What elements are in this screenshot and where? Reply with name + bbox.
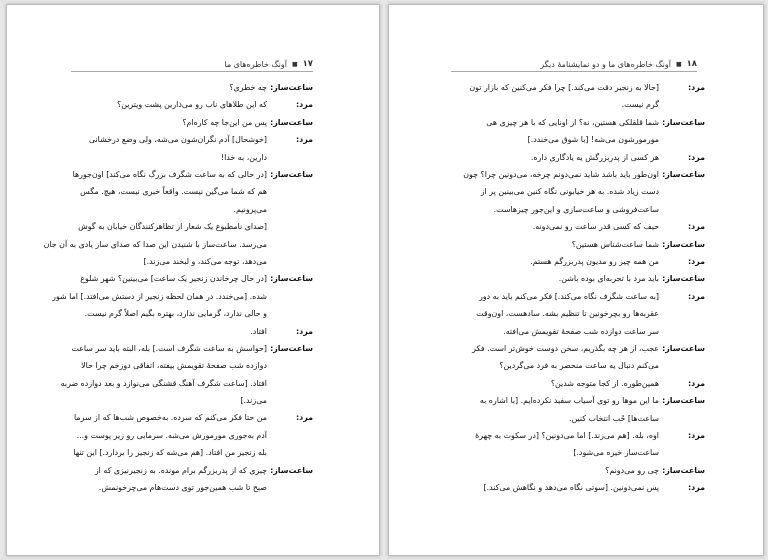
dialogue-entry — [445, 427, 705, 462]
text-line: دوازده شب صفحهٔ تقویمش بیفته، اتفاقی دوزخم چرا حالا — [81, 361, 267, 371]
dialogue-text — [445, 79, 659, 114]
dialogue-entry — [445, 462, 705, 479]
dialogue-text — [445, 114, 659, 149]
text-line: [خوشحال] آدم نگران‌شون می‌شه، ولی وضع درخشانی — [88, 135, 267, 145]
dialogue-text — [445, 270, 659, 287]
text-line: آدم به‌جوری مورمورش می‌شه. سرمایی رو زیر پوست و... — [76, 430, 267, 440]
square-bullet-icon: ■ — [291, 60, 298, 68]
speaker-name: ساعت‌ساز: — [270, 343, 313, 353]
speaker-name: مرد: — [688, 483, 705, 493]
dialogue-body — [445, 79, 705, 497]
speaker-name: مرد: — [296, 326, 313, 336]
text-line: سر ساعت دوازده شب صفحهٔ تقویمش می‌افته. — [503, 326, 659, 336]
speaker-name: مرد: — [688, 152, 705, 162]
speaker-name: مرد: — [688, 378, 705, 388]
text-line: حیف که کسی قدر ساعت رو نمی‌دونه. — [532, 222, 659, 232]
text-line: اوه، بله. [هم می‌زند.] اما می‌دونین؟ [در سکوت به چهرهٔ — [475, 430, 659, 440]
dialogue-body — [43, 79, 313, 496]
dialogue-text — [445, 236, 659, 253]
text-line: دارین، به خدا! — [220, 152, 267, 162]
dialogue-text — [445, 218, 659, 235]
dialogue-entry — [445, 114, 705, 149]
dialogue-entry — [63, 409, 313, 461]
speaker-name: مرد: — [688, 291, 705, 301]
text-line: افتاد. — [250, 326, 267, 336]
text-line: افتاد. [ساعت شگرف آهنگ قشنگی می‌نوازد و بعد دوازده ضربه — [60, 378, 267, 388]
dialogue-text — [44, 218, 267, 270]
text-line: صبح تا شب همین‌جور توی دست‌هام می‌چرخونمش. — [98, 483, 267, 493]
dialogue-text — [445, 288, 659, 340]
page-number: ۱۸ — [686, 59, 697, 69]
dialogue-text — [63, 323, 267, 340]
text-line: مورمورشون می‌شه! [با شوق می‌خندد.] — [527, 135, 659, 145]
dialogue-text — [63, 96, 267, 113]
dialogue-entry — [445, 253, 705, 270]
text-line: ساعت‌ها] حُب انتخاب کنین. — [569, 413, 659, 423]
dialogue-entry — [43, 218, 313, 270]
dialogue-entry — [445, 288, 705, 340]
dialogue-text — [445, 375, 659, 392]
dialogue-text — [61, 340, 267, 410]
text-line: هر کسی از پدربزرگش یه یادگاری داره. — [530, 152, 659, 162]
text-line: پس نمی‌دونین. [سوتی نگاه می‌دهد و نگاهش می‌کند.] — [483, 483, 659, 493]
speaker-name — [267, 218, 313, 270]
dialogue-entry — [445, 375, 705, 392]
running-title: آونگ خاطره‌های ما — [224, 59, 287, 69]
dialogue-text — [445, 253, 659, 270]
left-page — [6, 4, 380, 556]
page-header — [71, 57, 313, 72]
text-line: [به ساعت شگرف نگاه می‌کند.] فکر می‌کنم باید به دور — [479, 291, 659, 301]
speaker-name: مرد: — [296, 100, 313, 110]
dialogue-entry — [63, 79, 313, 96]
dialogue-text — [445, 479, 659, 496]
text-line: چه خطری؟ — [229, 83, 267, 92]
speaker-name: ساعت‌ساز: — [270, 170, 313, 179]
dialogue-text — [63, 409, 267, 461]
dialogue-entry — [445, 479, 705, 496]
dialogue-text — [445, 166, 659, 218]
text-line: همین‌طوره. از کجا متوجه شدین؟ — [550, 378, 659, 388]
text-line: چی رو می‌دونم؟ — [605, 465, 659, 475]
dialogue-entry — [445, 392, 705, 427]
dialogue-text — [445, 462, 659, 479]
text-line: و حالی ندارد، گرمایی ندارد، بهتره بگیم اصلاً گرم نیست. — [84, 309, 267, 319]
text-line: شما ساعت‌شناس هستین؟ — [571, 239, 659, 249]
page-header — [451, 57, 697, 72]
text-line: می‌کنم دنبال یه ساعت منحصر به فرد می‌گردین؟ — [499, 361, 659, 371]
dialogue-entry — [63, 166, 313, 218]
dialogue-entry — [445, 149, 705, 166]
speaker-name: ساعت‌ساز: — [662, 169, 705, 179]
dialogue-entry — [52, 270, 313, 322]
text-line: شده. [می‌خندد. در همان لحظه زنجیر از دستش می‌افتد.] اما شور — [52, 291, 267, 301]
text-line: من همه چیز رو مدیون پدربزرگم هستم. — [530, 256, 659, 266]
dialogue-entry — [60, 340, 313, 410]
dialogue-entry — [63, 96, 313, 113]
dialogue-text — [63, 79, 267, 96]
dialogue-text — [52, 270, 267, 322]
dialogue-text — [445, 149, 659, 166]
dialogue-entry — [445, 340, 705, 375]
text-line: که این طلاهای ناب رو می‌ذارین پشت ویترین؟ — [117, 100, 267, 110]
text-line: باید مرد با تجربه‌ای بوده باشن. — [558, 274, 659, 284]
text-line: [حالا به زنجیر دقت می‌کند.] چرا فکر می‌کنین که بازار تون — [469, 83, 659, 92]
text-line: می‌زند.] — [240, 396, 267, 406]
dialogue-text — [445, 427, 659, 462]
dialogue-entry — [445, 166, 705, 218]
page-number: ۱۷ — [302, 59, 313, 69]
dialogue-entry — [445, 218, 705, 235]
speaker-name: ساعت‌ساز: — [270, 465, 313, 475]
right-page — [388, 4, 764, 556]
speaker-name: ساعت‌ساز: — [662, 117, 705, 127]
text-line: گرم نیست. — [621, 100, 659, 110]
text-line: می‌رسد. ساعت‌ساز با شنیدن این صدا که صدای ساز یادی به آن جان — [43, 239, 267, 249]
text-line: چیزی که از پدربزرگم برام مونده. به زنجیرنیزی که از — [94, 465, 267, 475]
text-line: دست زیاد شده. به هر خیابونی نگاه کنین می‌بینین پر از — [480, 187, 659, 197]
dialogue-text — [445, 392, 659, 427]
speaker-name: ساعت‌ساز: — [270, 117, 313, 127]
text-line: می‌پرونیم. — [233, 204, 267, 214]
text-line: عجب، از هر چه بگذریم، سخن دوست خوش‌تر است. فکر — [472, 343, 659, 353]
text-line: هم که شما می‌گین نیست. واقعاً خبری نیست، هیچ. مگس — [80, 187, 267, 197]
dialogue-text — [63, 114, 267, 131]
speaker-name: ساعت‌ساز: — [662, 465, 705, 475]
dialogue-entry — [63, 323, 313, 340]
dialogue-entry — [63, 462, 313, 497]
text-line: [صدای نامطبوع یک شعار از تظاهرکنندگان خیابان به گوش — [78, 222, 267, 232]
speaker-name: ساعت‌ساز: — [270, 83, 313, 92]
text-line: ساعت‌فروشی و ساعت‌سازی و این‌جور چیزهاست. — [493, 204, 659, 214]
text-line: من حتا فکر می‌کنم که سرده. به‌خصوص شب‌ها که از سرما — [73, 413, 267, 423]
speaker-name: مرد: — [688, 222, 705, 232]
speaker-name: مرد: — [688, 256, 705, 266]
text-line: ما این موها رو توی آسیاب سفید نکرده‌ایم. [با اشاره به — [479, 396, 659, 406]
dialogue-text — [63, 131, 267, 166]
text-line: [در حال چرخاندن زنجیر یک ساعت] می‌بینین؟ شهر شلوغ — [80, 274, 267, 284]
text-line: ساعت‌ساز خیره می‌شود.] — [573, 448, 659, 458]
running-title: آونگ خاطره‌های ما و دو نمایشنامهٔ دیگر — [540, 59, 671, 69]
dialogue-entry — [445, 79, 705, 114]
text-line: اون‌طور باید باشد شاید نمی‌دونم چرخه، می‌دونین چرا؟ چون — [463, 169, 659, 179]
speaker-name: مرد: — [688, 430, 705, 440]
text-line: شما قلقلکی هستین، نه؟ از اونایی که با هر چیزی هی — [486, 117, 659, 127]
speaker-name: ساعت‌ساز: — [662, 343, 705, 353]
speaker-name: ساعت‌ساز: — [662, 274, 705, 284]
speaker-name: مرد: — [688, 83, 705, 92]
dialogue-entry — [63, 131, 313, 166]
speaker-name: ساعت‌ساز: — [270, 274, 313, 284]
dialogue-entry — [445, 270, 705, 287]
speaker-name: مرد: — [296, 135, 313, 145]
speaker-name: ساعت‌ساز: — [662, 239, 705, 249]
speaker-name: ساعت‌ساز: — [662, 396, 705, 406]
dialogue-text — [445, 340, 659, 375]
dialogue-entry — [63, 114, 313, 131]
text-line: بله زنجیر من افتاد. [هم می‌شه که زنجیر را بردارد.] این تنها — [73, 448, 267, 458]
speaker-name: مرد: — [296, 413, 313, 423]
text-line: [در حالی که به ساعت شگرف بزرگ نگاه می‌کند] اون‌جورها — [72, 170, 267, 179]
dialogue-text — [63, 462, 267, 497]
text-line: می‌دهد، توجه می‌کند، و لبخند می‌زند.] — [143, 256, 267, 266]
text-line: [حواسش به ساعت شگرف است.] بله، البته باید سر ساعت — [71, 343, 267, 353]
square-bullet-icon: ■ — [675, 60, 682, 68]
text-line: عقربه‌ها رو بچرخونین تا تنظیم بشه. سادهست، اون‌وقت — [476, 309, 659, 319]
dialogue-text — [63, 166, 267, 218]
dialogue-entry — [445, 236, 705, 253]
text-line: پس من این‌جا چه کاره‌ام؟ — [182, 117, 267, 127]
